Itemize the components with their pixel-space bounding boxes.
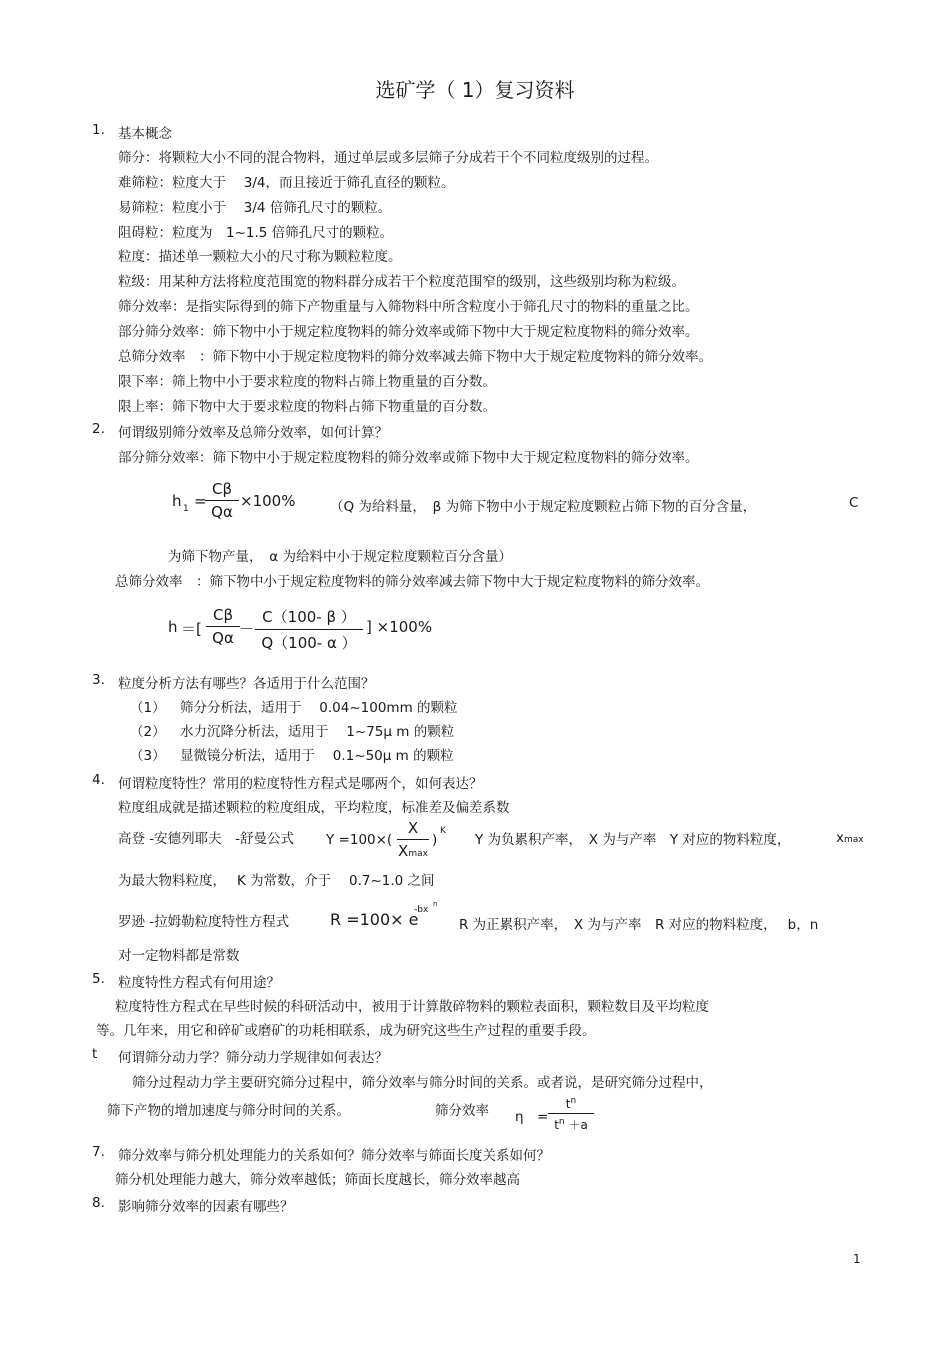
section-3-number: 3. [92, 672, 105, 688]
fraction-numerator: Cβ [205, 480, 239, 501]
fraction-numerator: C（100- β ） [255, 606, 363, 630]
definition-line: 限下率：筛上物中小于要求粒度的物料占筛上物重量的百分数。 [118, 374, 496, 390]
list-item-number: （2） [130, 724, 166, 740]
definition-line: 筛分：将颗粒大小不同的混合物料，通过单层或多层筛子分成若干个不同粒度级别的过程。 [118, 150, 658, 166]
fraction-numerator [548, 1096, 594, 1114]
formula-description-symbol [836, 830, 864, 846]
symbol-x: x [836, 830, 844, 846]
section-4-number: 4. [92, 772, 105, 788]
formula-bracket-open: ＝[ [181, 620, 202, 638]
numerator-symbol: t [565, 1097, 571, 1111]
section-6-text: 筛分过程动力学主要研究筛分过程中，筛分效率与筛分时间的关系。或者说，是研究筛分过程中， [132, 1075, 713, 1091]
fraction-denominator: Qα [212, 629, 234, 647]
definition-line: 总筛分效率 ：筛下物中小于规定粒度物料的筛分效率减去筛下物中大于规定粒度物料的筛分效率。 [118, 349, 712, 365]
formula-description: Y 为负累积产率， X 为与产率 Y 对应的物料粒度， [475, 832, 791, 848]
section-7-heading: 筛分效率与筛分机处理能力的关系如何？筛分效率与筛面长度关系如何？ [118, 1148, 550, 1164]
formula-label: 高登 -安德列耶夫 -舒曼公式 [118, 831, 295, 847]
definition-line: 粒级：用某种方法将粒度范围宽的物料群分成若干个粒度范围窄的级别，这些级别均称为粒级。 [118, 274, 685, 290]
definition-line: 阻碍粒：粒度为 1~1.5 倍筛孔尺寸的颗粒。 [118, 225, 394, 241]
section-3-heading: 粒度分析方法有哪些？各适用于什么范围？ [118, 676, 375, 692]
denominator-tail: ＋a [564, 1118, 588, 1132]
formula-note-c: C [849, 495, 859, 511]
formula-note: （Q 为给料量， β 为筛下物中小于规定粒度颗粒占筛下物的百分含量， [330, 499, 757, 515]
section-7-text: 筛分机处理能力越大，筛分效率越低；筛面长度越长，筛分效率越高 [115, 1172, 520, 1188]
formula-fraction [255, 606, 363, 653]
fraction-numerator: X [397, 819, 429, 840]
denominator-symbol: X [398, 842, 409, 860]
denominator-subscript: max [408, 849, 428, 859]
definition-line: 限上率：筛下物中大于要求粒度的物料占筛下物重量的百分数。 [118, 399, 496, 415]
section-2-heading: 何谓级别筛分效率及总筛分效率，如何计算？ [118, 425, 388, 441]
list-item: 水力沉降分析法，适用于 1~75μ m 的颗粒 [180, 724, 455, 740]
list-item-number: （1） [130, 700, 166, 716]
list-item: 显微镜分析法，适用于 0.1~50μ m 的颗粒 [180, 748, 454, 764]
list-item-number: （3） [130, 748, 166, 764]
formula-fraction [206, 606, 240, 647]
formula-fraction [397, 819, 429, 860]
fraction-denominator [397, 840, 429, 860]
section-5-text: 粒度特性方程式在早些时候的科研活动中，被用于计算散碎物料的颗粒表面积，颗粒数目及平均粒度 [115, 999, 709, 1015]
formula-note: 为筛下物产量， α 为给料中小于规定粒度颗粒百分含量） [168, 549, 512, 565]
formula-minus: － [239, 620, 255, 638]
section-1-number: 1. [92, 122, 105, 138]
definition-line: 粒度：描述单一颗粒大小的尺寸称为颗粒粒度。 [118, 249, 402, 265]
denominator-symbol: t [554, 1118, 559, 1132]
formula-exponent: K [440, 826, 446, 836]
formula-fraction [205, 480, 239, 521]
section-6-number: t [92, 1046, 98, 1062]
section-4-heading: 何谓粒度特性？常用的粒度特性方程式是哪两个，如何表达？ [118, 776, 483, 792]
definition-line: 难筛粒：粒度大于 3/4，而且接近于筛孔直径的颗粒。 [118, 175, 455, 191]
formula-exponent-power: n [433, 900, 438, 908]
formula-label: 筛分效率 [435, 1103, 489, 1119]
section-4-text: 粒度组成就是描述颗粒的粒度组成，平均粒度，标准差及偏差系数 [118, 800, 510, 816]
section-2-number: 2. [92, 421, 105, 437]
definition-line: 易筛粒：粒度小于 3/4 倍筛孔尺寸的颗粒。 [118, 200, 392, 216]
definition-line: 筛分效率：是指实际得到的筛下产物重量与入筛物料中所含粒度小于筛孔尺寸的物料的重量之比。 [118, 299, 699, 315]
section-5-number: 5. [92, 971, 105, 987]
formula-lhs: h [168, 618, 178, 636]
formula-lhs-subscript: 1 [183, 504, 189, 514]
formula-paren-close: ) [432, 832, 438, 848]
formula-exponent: -bx [414, 905, 429, 915]
definition-line: 部分筛分效率：筛下物中小于规定粒度物料的筛分效率或筛下物中大于规定粒度物料的筛分效率。 [118, 324, 699, 340]
section-2-text: 部分筛分效率：筛下物中小于规定粒度物料的筛分效率或筛下物中大于规定粒度物料的筛分效率。 [118, 450, 699, 466]
denominator-exponent: n [558, 1117, 565, 1127]
formula-tail: ×100% [240, 492, 296, 510]
formula-eta: η [515, 1109, 524, 1125]
section-5-text: 等。几年来，用它和碎矿或磨矿的功耗相联系，成为研究这些生产过程的重要手段。 [96, 1023, 596, 1039]
formula-label: 罗逊 -拉姆勒粒度特性方程式 [118, 914, 290, 930]
symbol-subscript: max [844, 835, 864, 845]
section-8-number: 8. [92, 1195, 105, 1211]
fraction-denominator: Qα [211, 503, 233, 521]
formula-equals: = [194, 492, 207, 510]
fraction-denominator: Q（100- α ） [261, 634, 357, 652]
formula-body: R =100× e [330, 910, 419, 929]
page-number: 1 [853, 1252, 861, 1266]
section-6-heading: 何谓筛分动力学？筛分动力学规律如何表达？ [118, 1050, 388, 1066]
section-5-heading: 粒度特性方程式有何用途？ [118, 975, 280, 991]
formula-equals: = [537, 1109, 549, 1125]
section-6-text: 筛下产物的增加速度与筛分时间的关系。 [107, 1103, 350, 1119]
section-4-text: 为最大物料粒度， K 为常数，介于 0.7~1.0 之间 [118, 873, 435, 889]
section-7-number: 7. [92, 1144, 105, 1160]
formula-lhs: h [172, 492, 182, 510]
section-2-text: 总筛分效率 ：筛下物中小于规定粒度物料的筛分效率减去筛下物中大于规定粒度物料的筛分效率。 [115, 574, 709, 590]
section-1-heading: 基本概念 [118, 126, 172, 142]
numerator-exponent: n [570, 1096, 577, 1106]
fraction-numerator: Cβ [206, 606, 240, 627]
formula-fraction [548, 1096, 594, 1133]
section-8-heading: 影响筛分效率的因素有哪些？ [118, 1199, 294, 1215]
formula-tail: ] ×100% [366, 618, 433, 636]
list-item: 筛分分析法，适用于 0.04~100mm 的颗粒 [180, 700, 458, 716]
page-title: 选矿学（ 1）复习资料 [375, 78, 575, 102]
formula-description: R 为正累积产率， X 为与产率 R 对应的物料粒度， b，n [459, 917, 819, 933]
fraction-denominator [548, 1114, 594, 1133]
section-4-text: 对一定物料都是常数 [118, 948, 240, 964]
formula-lhs: Y =100×( [326, 832, 393, 848]
